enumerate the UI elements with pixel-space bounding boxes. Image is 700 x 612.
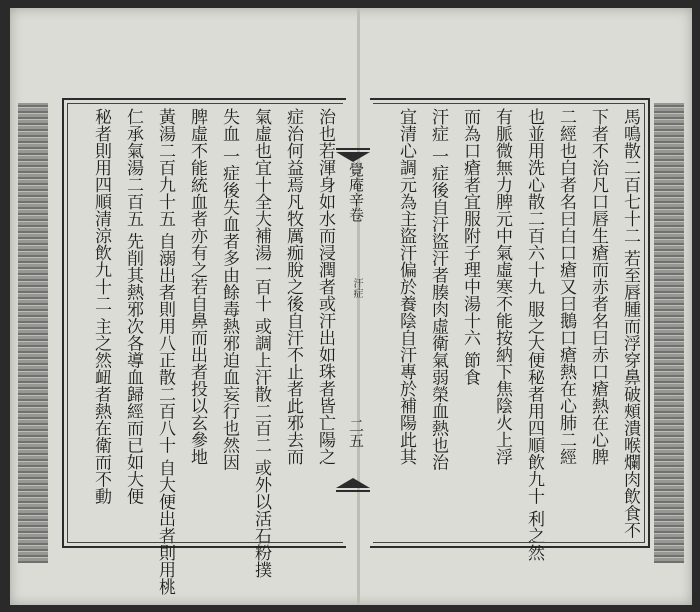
left-col-8: 秘者則用四順清涼飲九十二 主之然衄者熱在衛而不動 <box>91 108 111 505</box>
left-col-1: 治也若渾身如水而浸潤者或汗出如珠者皆亡陽之 <box>315 108 335 465</box>
page-edge-right <box>654 103 684 563</box>
center-fold-column <box>336 98 370 544</box>
right-col-1: 馬鳴散二百七十二 若至唇腫而浮穿鼻破頰潰喉爛肉飲食不 <box>620 108 640 539</box>
right-col-6: 而為口瘡者宜服附子理中湯十六 節食 <box>460 108 480 386</box>
section-label: 汗症 <box>351 278 362 298</box>
left-page-frame <box>62 98 346 595</box>
top-fishtail-mark <box>336 148 370 162</box>
left-col-7: 仁承氣湯二百五 先削其熱邪次各導血歸經而已如大便 <box>123 108 143 505</box>
bottom-fishtail-mark <box>336 478 370 492</box>
left-col-6: 黃湯二百九十五 自溺出者則用八正散二百八十 自大便出者則用桃 <box>155 108 175 595</box>
left-col-2: 症治何益焉凡牧厲痂脫之後自汗不止者此邪去而 <box>283 108 303 465</box>
right-col-5: 有脈微無力脾元中氣虛寒不能按納下焦陰火上浮 <box>492 108 512 465</box>
left-col-5: 脾虛不能統血者亦有之若自鼻而出者投以玄參地 <box>187 108 207 465</box>
book-title: 覺庵辛卷 <box>347 162 365 222</box>
right-col-4: 也並用洗心散二百六十九 服之大便秘者用四順飲九十 利之然 <box>524 108 544 561</box>
right-col-3: 二經也白者名曰白口瘡又曰鵝口瘡熱在心肺二經 <box>556 108 576 465</box>
right-page-frame <box>370 98 650 561</box>
page-number: 二五 <box>347 418 365 448</box>
left-col-3: 氣虛也宜十全大補湯一百十 或調上汗散二百二 或外以活石粉撲 <box>251 108 271 578</box>
right-col-2: 下者不治凡口唇生瘡而赤者名曰赤口瘡熱在心脾 <box>588 108 608 465</box>
right-col-8: 宜清心調元為主盜汗偏於養陰自汗專於補陽此其 <box>396 108 416 465</box>
left-col-4: 失血 一症後失血者多由餘毒熱邪迫血妄行也然因 <box>219 108 239 471</box>
right-col-7: 汗症 一症後自汗盜汗者腠肉虛衛氣弱榮血熱也治 <box>428 108 448 471</box>
page-edge-left <box>18 103 48 563</box>
